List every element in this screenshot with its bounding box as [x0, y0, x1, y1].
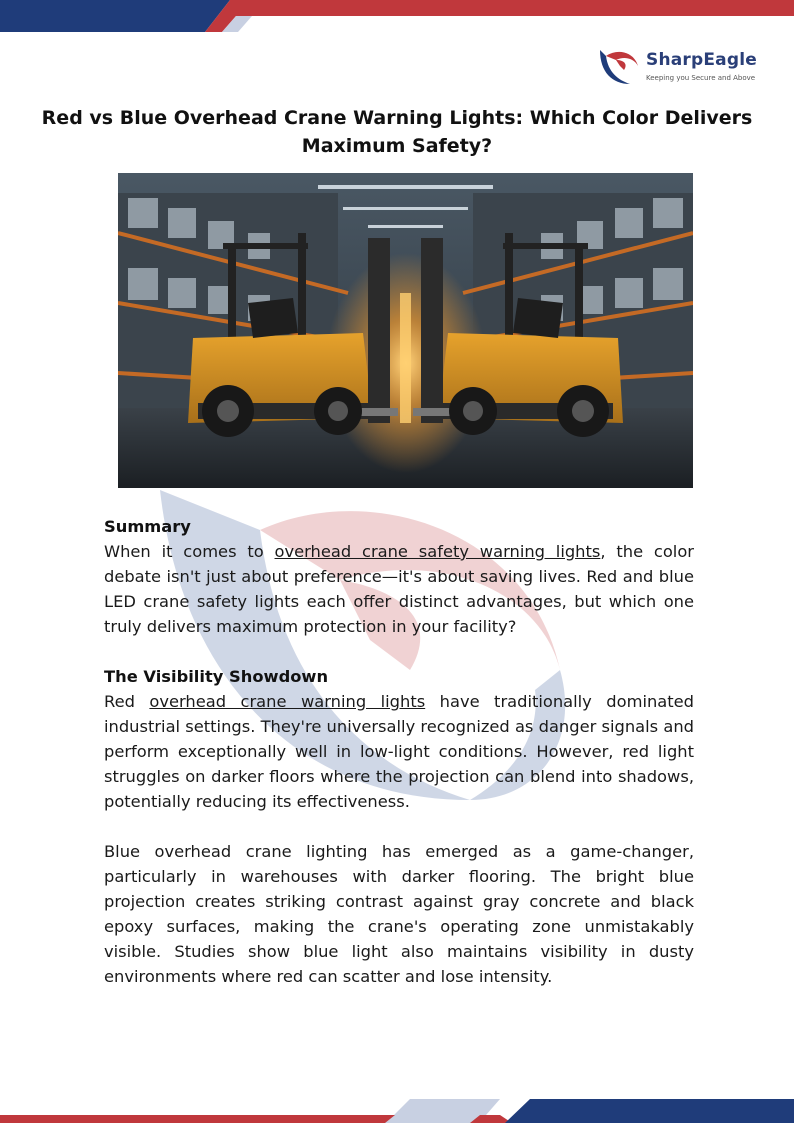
visibility-text-end: have traditionally dominated industrial settings. They're universally recognized as danger signals and perform exceptionally well in low-light conditions. However, red light struggles on darker floors where the projection can blend into shadows, potentially reducing its effectiveness.: [104, 692, 694, 811]
bottom-decorative-band: [0, 1089, 794, 1123]
overhead-crane-safety-warning-lights-link[interactable]: overhead crane safety warning lights: [274, 542, 601, 561]
eagle-logo-icon: [596, 46, 642, 86]
forklifts-warehouse-image: [118, 173, 693, 488]
page-title: Red vs Blue Overhead Crane Warning Lights: Which Color Delivers Maximum Safety?: [41, 107, 753, 157]
blue-lighting-paragraph: Blue overhead crane lighting has emerged as a game-changer, particularly in warehouses with darker flooring. The bright blue projection creates striking contrast against gray concrete and black epoxy surfaces, making the crane's operating zone unmistakably visible. Studies show blue light also maintains visibility in dusty environments where red can scatter and lose intensity.: [104, 842, 694, 986]
summary-text-start: When it comes to: [104, 542, 275, 561]
blue-lighting-section: [104, 839, 694, 989]
visibility-paragraph: [104, 689, 694, 814]
summary-heading: Summary: [104, 517, 191, 536]
brand-name: SharpEagle: [646, 50, 757, 70]
overhead-crane-warning-lights-link[interactable]: overhead crane warning lights: [149, 692, 426, 711]
summary-section: [104, 514, 694, 639]
top-decorative-band: [0, 0, 794, 34]
summary-paragraph: [104, 539, 694, 639]
visibility-heading: The Visibility Showdown: [104, 667, 329, 686]
summary-text-end: , the color debate isn't just about preference—it's about saving lives. Red and blue LED crane safety lights each offer distinct advantages, but which one truly delivers maximum protection in your facility?: [104, 542, 694, 636]
visibility-section: [104, 664, 694, 814]
brand-logo: [596, 46, 756, 88]
visibility-text-start: Red: [104, 692, 150, 711]
brand-tagline: Keeping you Secure and Above: [646, 74, 756, 82]
